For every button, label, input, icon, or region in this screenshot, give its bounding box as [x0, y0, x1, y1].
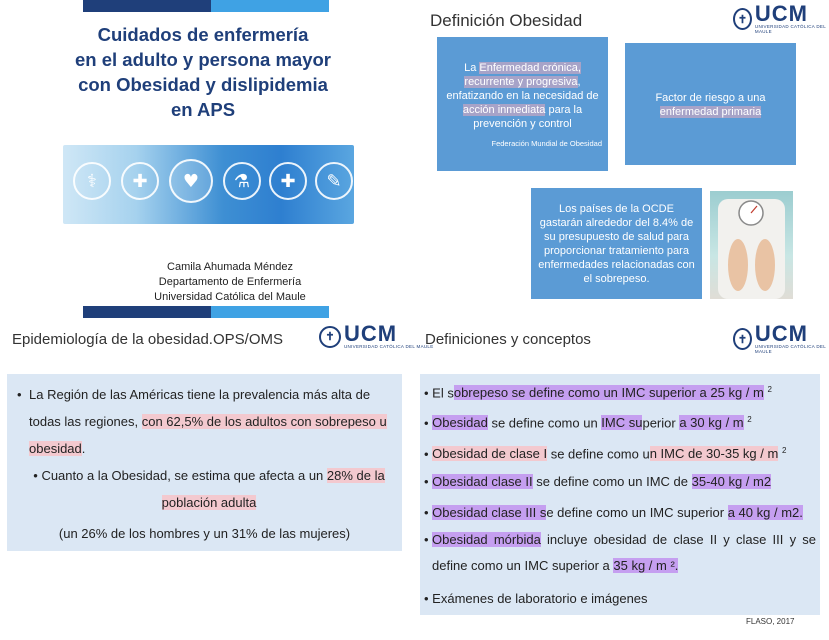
pills-icon: ✚: [121, 162, 159, 200]
epidemiology-panel: [7, 374, 402, 551]
def-item-examenes: • Exámenes de laboratorio e imágenes: [424, 591, 648, 606]
def-item-clase-iii: • Obesidad clase III se define como un IMC superior a 40 kg / m2.: [424, 505, 803, 520]
author-block: Camila Ahumada Méndez Departamento de Enfermería Universidad Católica del Maule: [154, 261, 306, 303]
epi-bullet-2: • Cuanto a la Obesidad, se estima que afecta a un 28% de la población adulta: [33, 468, 385, 510]
epi-note: (un 26% de los hombres y un 31% de las mujeres): [58, 526, 351, 541]
ucm-seal-icon: ✝: [733, 328, 752, 350]
syringe-icon: ✎: [315, 162, 353, 200]
ucm-seal-icon: ✝: [733, 8, 752, 30]
def-item-clase-ii: • Obesidad clase II se define como un IMC de 35-40 kg / m2: [424, 474, 772, 489]
def-item-obesidad: • Obesidad se define como un IMC superior a 30 kg / m $^2$: [424, 415, 752, 431]
ucm-logo: ✝ UCM UNIVERSIDAD CATÓLICA DEL MAULE: [733, 324, 829, 354]
slide1-title: Cuidados de enfermería en el adulto y persona mayor con Obesidad y dislipidemia en APS: [75, 24, 331, 120]
test-tube-icon: ⚗: [223, 162, 261, 200]
epi-bullet-1: • La Región de las Américas tiene la prevalencia más alta de todas las regiones, con 62,5% de los adultos con sobrepeso u obesidad.: [17, 387, 387, 456]
definition-source: Federación Mundial de Obesidad: [491, 139, 602, 148]
stethoscope-icon: ⚕: [73, 162, 111, 200]
heartbeat-icon: ♥: [169, 159, 213, 203]
ucm-logo: ✝ UCM UNIVERSIDAD CATÓLICA DEL MAULE: [733, 4, 829, 34]
first-aid-kit-icon: ✚: [269, 162, 307, 200]
top-bar-dark: [83, 0, 211, 12]
slide2-title: Definición Obesidad: [430, 11, 583, 30]
top-bar-light: [211, 0, 329, 12]
def-item-clase-i: • Obesidad de clase I se define como un IMC de 30-35 kg / m $^2$: [424, 446, 787, 462]
definition-box: La Enfermedad crónica, recurrente y progresiva, enfatizando en la necesidad de acción inmediata para la prevención y control Federación Mundial de Obesidad: [437, 37, 608, 171]
risk-factor-box: Factor de riesgo a una enfermedad primaria: [625, 43, 796, 165]
def-item-sobrepeso: • El sobrepeso se define como un IMC superior a 25 kg / m $^2$: [424, 385, 772, 401]
slide3-title: Epidemiología de la obesidad.OPS/OMS: [12, 331, 283, 348]
definitions-panel: [420, 374, 820, 615]
slide4-title: Definiciones y conceptos: [425, 331, 591, 348]
bottom-bar-light: [211, 306, 329, 318]
medical-icons-banner: [63, 145, 354, 224]
scale-image: [710, 191, 793, 299]
def-item-morbida: • Obesidad mórbida incluye obesidad de clase II y clase III y se define como un IMC superior a 35 kg / m ².: [424, 532, 816, 573]
ucm-seal-icon: ✝: [319, 326, 341, 348]
bottom-bar-dark: [83, 306, 211, 318]
ocde-box: Los países de la OCDE gastarán alrededor del 8.4% de su presupuesto de salud para proporcionar tratamiento para enfermedades relacionadas con el sobrepeso.: [531, 188, 702, 299]
source-citation: FLASO, 2017: [746, 617, 795, 626]
ucm-logo: ✝ UCM UNIVERSIDAD CATÓLICA DEL MAULE: [319, 324, 434, 349]
